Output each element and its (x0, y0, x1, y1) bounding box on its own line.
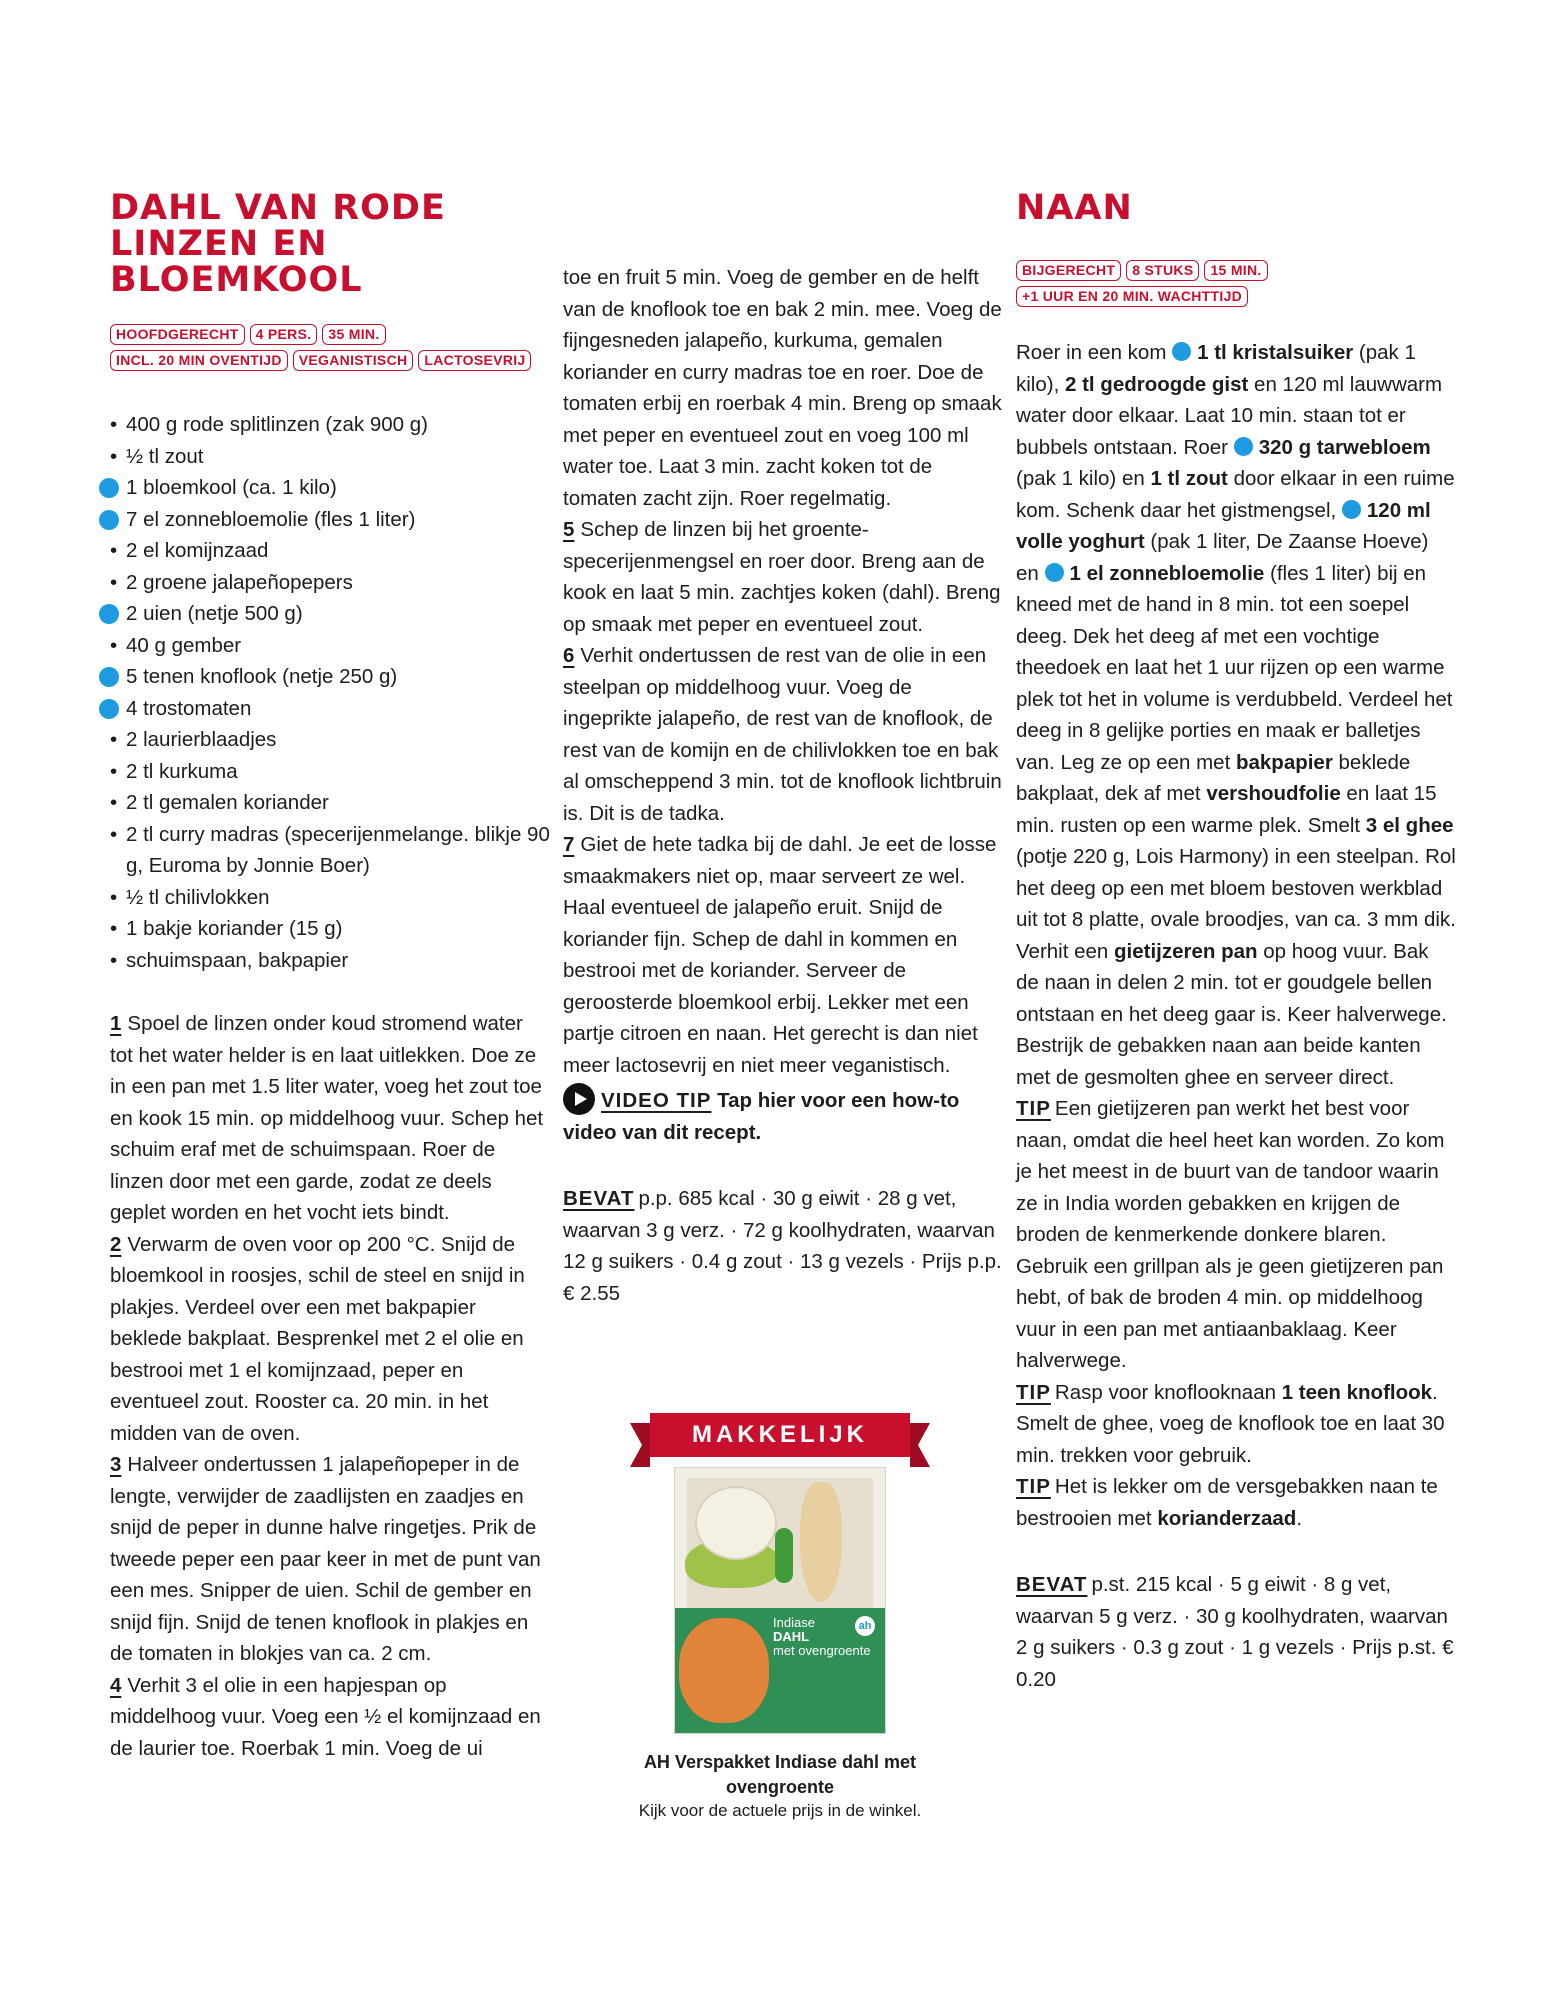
video-tip-link[interactable] (563, 1083, 1003, 1148)
method-text: en 120 ml lauwwarm water door elkaar. Laat 10 min. staan tot er bubbels ontstaan. Roer (1016, 372, 1443, 459)
tag-course: BIJGERECHT (1016, 260, 1121, 281)
tag-quantity: 8 STUKS (1126, 260, 1199, 281)
method-text: (pak 1 liter, De Zaanse Hoeve) en (1016, 530, 1429, 585)
method-highlight: 1 el zonnebloemolie (1069, 561, 1265, 585)
method-text: (pak 1 kilo), (1016, 341, 1416, 396)
bullet-icon: • (110, 948, 118, 972)
ingredient-text: 2 tl gemalen koriander (126, 791, 329, 814)
method-text: op hoog vuur. Bak de naan in delen 2 min. tot er goudgele bellen ontstaan en het deeg gaar is. Keer halverwege. Bestrijk de gebakken naan aan beide kanten met de gesmolten ghee en serveer direct. (1016, 939, 1447, 1089)
recipe1-steps-part1 (110, 1008, 550, 1764)
recipe1-nutrition: BEVAT p.p. 685 kcal · 30 g eiwit · 28 g vet, waarvan 3 g verz. · 72 g koolhydraten, waarvan 12 g suikers · 0.4 g zout · 13 g vezels · Prijs p.p. € 2.55 (563, 1187, 1002, 1305)
method-text: (pak 1 kilo) en (1016, 467, 1151, 490)
ingredient-item (110, 819, 550, 882)
step-3: 3 Halveer ondertussen 1 jalapeñopeper in de lengte, verwijder de zaadlijsten en zaadjes en snijd de peper in dunne halve ringetjes. Prik de tweede peper een paar keer in met de punt van een mes. Snipper de uien. Schil de gember en snijd fijn. Snijd de tenen knoflook in plakjes en de tomaten in blokjes van ca. 2 cm. (110, 1453, 541, 1665)
bullet-icon: • (110, 791, 118, 814)
ingredient-text: 2 groene jalapeñopepers (126, 570, 353, 594)
tag-wait-time: +1 UUR EN 20 MIN. WACHTTIJD (1016, 286, 1248, 307)
dahl-bowl-icon (679, 1618, 769, 1723)
product-promo[interactable] (630, 1405, 930, 1822)
tip-3: TIP Het is lekker om de versgebakken naan te bestrooien met korianderzaad. (1016, 1475, 1438, 1530)
tag-oven-time: INCL. 20 MIN OVENTIJD (110, 350, 288, 371)
ingredient-text: 4 trostomaten (126, 696, 252, 720)
recipe2-column (1016, 190, 1456, 1695)
recipe1-column-1 (110, 190, 550, 1764)
ingredient-item (110, 693, 550, 725)
ingredient-text: 5 tenen knoflook (netje 250 g) (126, 665, 398, 688)
ah-product-icon (99, 510, 119, 530)
bullet-icon: • (110, 539, 118, 562)
ingredient-text: schuimspaan, bakpapier (126, 948, 349, 972)
step-1: 1 Spoel de linzen onder koud stromend water tot het water helder is en laat uitlekken. Doe ze in een pan met 1.5 liter water, voeg het zout toe en kook 15 min. op middelhoog vuur. Schep het schuim eraf met de schuimspaan. Roer de linzen door met een garde, zodat ze deels geplet worden en het vocht iets bindt. (110, 1012, 544, 1224)
step-6: 6 Verhit ondertussen de rest van de olie in een steelpan op middelhoog vuur. Voeg de ingeprikte jalapeño, de rest van de knoflook, de rest van de komijn en de chilivlokken toe en bak al omscheppend 3 min. tot de knoflook lichtbruin is. Dit is de tadka. (563, 644, 1002, 825)
ingredient-item (110, 661, 550, 693)
method-highlight: vershoudfolie (1206, 782, 1341, 805)
ah-logo-icon: ah (855, 1616, 875, 1636)
step-4-continued: toe en fruit 5 min. Voeg de gember en de helft van de knoflook toe en bak 2 min. mee. Voeg de fijngesneden jalapeño, kurkuma, gemalen koriander en curry madras toe en roer. Doe de tomaten erbij en roerbak 4 min. Breng op smaak met peper en eventueel zout en voeg 100 ml water toe. Laat 3 min. zacht koken tot de tomaten zacht zijn. Roer regelmatig. (563, 266, 1002, 510)
recipe2-title: NAAN (1016, 188, 1133, 228)
tip-1: TIP Een gietijzeren pan werkt het best voor naan, omdat die heel heet kan worden. Zo kom je het meest in de buurt van de tandoor waarin ze in India worden gebakken en krijgen de broden de kenmerkende donkere blaren. Gebruik een grillpan als je geen gietijzeren pan hebt, of bak de broden 4 min. op middelhoog vuur in een pan met antiaanbaklaag. Keer halverwege. (1016, 1097, 1445, 1372)
method-highlight: 120 ml volle yoghurt (1016, 498, 1431, 553)
recipe1-tags (110, 324, 550, 371)
bullet-icon: • (110, 917, 118, 940)
tag-time: 15 MIN. (1204, 260, 1267, 281)
step-7: 7 Giet de hete tadka bij de dahl. Je eet de losse smaakmakers niet op, maar serveert ze wel. Haal eventueel de jalapeño eruit. Snijd de koriander fijn. Schep de dahl in kommen en bestrooi met de koriander. Serveer de geroosterde bloemkool erbij. Lekker met een partje citroen en naan. Het gerecht is dan niet meer lactosevrij en niet meer veganistisch. (563, 833, 997, 1077)
pack-sub: met ovengroente (773, 1643, 871, 1658)
ingredient-item (110, 472, 550, 504)
ingredient-item (110, 504, 550, 536)
method-text: door elkaar in een ruime kom. Schenk daar het gistmengsel, (1016, 467, 1455, 522)
ah-product-icon (1172, 342, 1191, 361)
ingredient-item (110, 441, 550, 473)
bullet-icon: • (110, 759, 118, 783)
ah-product-icon (1045, 563, 1064, 582)
ah-product-icon (1342, 500, 1361, 519)
ah-product-icon (99, 604, 119, 624)
product-caption: AH Verspakket Indiase dahl met ovengroente (643, 1752, 917, 1797)
method-highlight: 1 tl zout (1150, 467, 1228, 490)
video-tip-label: VIDEO TIP (601, 1089, 712, 1112)
ah-product-icon (99, 478, 119, 498)
ingredient-text: 1 bakje koriander (15 g) (126, 917, 343, 940)
ingredient-item (110, 756, 550, 788)
ingredient-item (110, 787, 550, 819)
ingredient-text: 2 uien (netje 500 g) (126, 602, 303, 625)
ingredient-item (110, 945, 550, 977)
bullet-icon: • (110, 444, 118, 468)
step-4: 4 Verhit 3 el olie in een hapjespan op middelhoog vuur. Voeg een ½ el komijnzaad en de laurier toe. Roerbak 1 min. Voeg de ui (110, 1673, 541, 1760)
product-image (674, 1467, 886, 1734)
bullet-icon: • (110, 633, 118, 657)
method-text: (potje 220 g, Lois Harmony) in een steelpan. Rol het deeg op een met bloem bestoven werkblad uit tot 8 platte, ovale broodjes, van ca. 3 mm dik. Verhit een (1016, 845, 1456, 963)
method-text: en laat 15 min. rusten op een warme plek. Smelt (1016, 782, 1437, 837)
pack-name: DAHL (773, 1629, 810, 1644)
ingredient-item (110, 630, 550, 662)
tag-vegan: VEGANISTISCH (293, 350, 414, 371)
ingredient-list (110, 409, 550, 976)
ingredient-text: 2 tl kurkuma (126, 759, 238, 783)
step-5: 5 Schep de linzen bij het groente-specerijenmengsel en roer door. Breng aan de kook en laat 5 min. zachtjes koken (dahl). Breng op smaak met peper en eventueel zout. (563, 518, 1001, 636)
play-icon[interactable] (563, 1083, 595, 1115)
ingredient-text: 400 g rode splitlinzen (zak 900 g) (126, 413, 428, 436)
tip-2: TIP Rasp voor knoflooknaan 1 teen knoflook. Smelt de ghee, voeg de knoflook toe en laat 30 min. trekken voor gebruik. (1016, 1380, 1445, 1467)
ah-product-icon (99, 699, 119, 719)
ingredient-item (110, 598, 550, 630)
ingredient-item (110, 567, 550, 599)
method-highlight: 1 tl kristalsuiker (1197, 341, 1354, 364)
method-highlight: gietijzeren pan (1114, 939, 1258, 963)
step-2: 2 Verwarm de oven voor op 200 °C. Snijd de bloemkool in roosjes, schil de steel en snijd in plakjes. Verdeel over een met bakpapier beklede bakplaat. Besprenkel met 2 el olie en bestrooi met 1 el komijnzaad, peper en eventueel zout. Rooster ca. 20 min. in het midden van de oven. (110, 1232, 525, 1445)
pack-brand: Indiase (773, 1615, 815, 1630)
bullet-icon: • (110, 728, 118, 751)
recipe1-column-2 (563, 262, 1003, 1309)
ingredient-item (110, 913, 550, 945)
makkelijk-banner (650, 1405, 910, 1463)
bullet-icon: • (110, 822, 118, 846)
ingredient-text: 2 tl curry madras (specerijenmelange. blikje 90 g, Euroma by Jonnie Boer) (126, 822, 550, 877)
ingredient-text: ½ tl chilivlokken (126, 885, 270, 909)
video-tip-text: Tap hier voor een how-to video van dit recept. (563, 1089, 960, 1144)
banner-label: MAKKELIJK (650, 1413, 910, 1457)
ingredient-text: 1 bloemkool (ca. 1 kilo) (126, 476, 337, 499)
method-text: beklede bakplaat, dek af met (1016, 750, 1411, 805)
bullet-icon: • (110, 570, 118, 594)
method-highlight: 3 el ghee (1365, 813, 1454, 837)
tag-lactose-free: LACTOSEVRIJ (418, 350, 531, 371)
ingredient-text: ½ tl zout (126, 444, 204, 468)
method-highlight: 2 tl gedroogde gist (1064, 372, 1249, 396)
bullet-icon: • (110, 885, 118, 909)
tag-course: HOOFDGERECHT (110, 324, 245, 345)
ingredient-item (110, 409, 550, 441)
method-highlight: bakpapier (1235, 750, 1333, 774)
recipe1-title: DAHL VAN RODE LINZEN EN BLOEMKOOL (110, 188, 446, 300)
ingredient-text: 7 el zonnebloemolie (fles 1 liter) (126, 507, 416, 531)
bullet-icon: • (110, 413, 118, 436)
ingredient-item (110, 724, 550, 756)
recipe2-nutrition: BEVAT p.st. 215 kcal · 5 g eiwit · 8 g vet, waarvan 5 g verz. · 30 g koolhydraten, waarvan 2 g suikers · 0.3 g zout · 1 g vezels · Prijs p.st. € 0.20 (1016, 1573, 1454, 1691)
recipe2-tags (1016, 260, 1456, 307)
ingredient-text: 2 laurierblaadjes (126, 728, 277, 751)
method-text: Roer in een kom (1016, 341, 1173, 364)
product-note: Kijk voor de actuele prijs in de winkel. (638, 1801, 922, 1820)
recipe2-method (1016, 337, 1456, 1093)
ingredient-item (110, 535, 550, 567)
ingredient-text: 40 g gember (126, 633, 242, 657)
tag-time: 35 MIN. (322, 324, 385, 345)
ah-product-icon (1234, 437, 1253, 456)
ingredient-item (110, 882, 550, 914)
ah-product-icon (99, 667, 119, 687)
ingredient-text: 2 el komijnzaad (126, 539, 269, 562)
method-text: (fles 1 liter) bij en kneed met de hand in 8 min. tot een soepel deeg. Dek het deeg af met een vochtige theedoek en laat het 1 uur rijzen op een warme plek tot het in volume is verdubbeld. Verdeel het deeg in 8 gelijke porties en maak er balletjes van. Leg ze op een met (1016, 561, 1453, 774)
method-highlight: 320 g tarwebloem (1258, 435, 1431, 459)
cauliflower-icon (695, 1486, 777, 1560)
tag-servings: 4 PERS. (250, 324, 318, 345)
